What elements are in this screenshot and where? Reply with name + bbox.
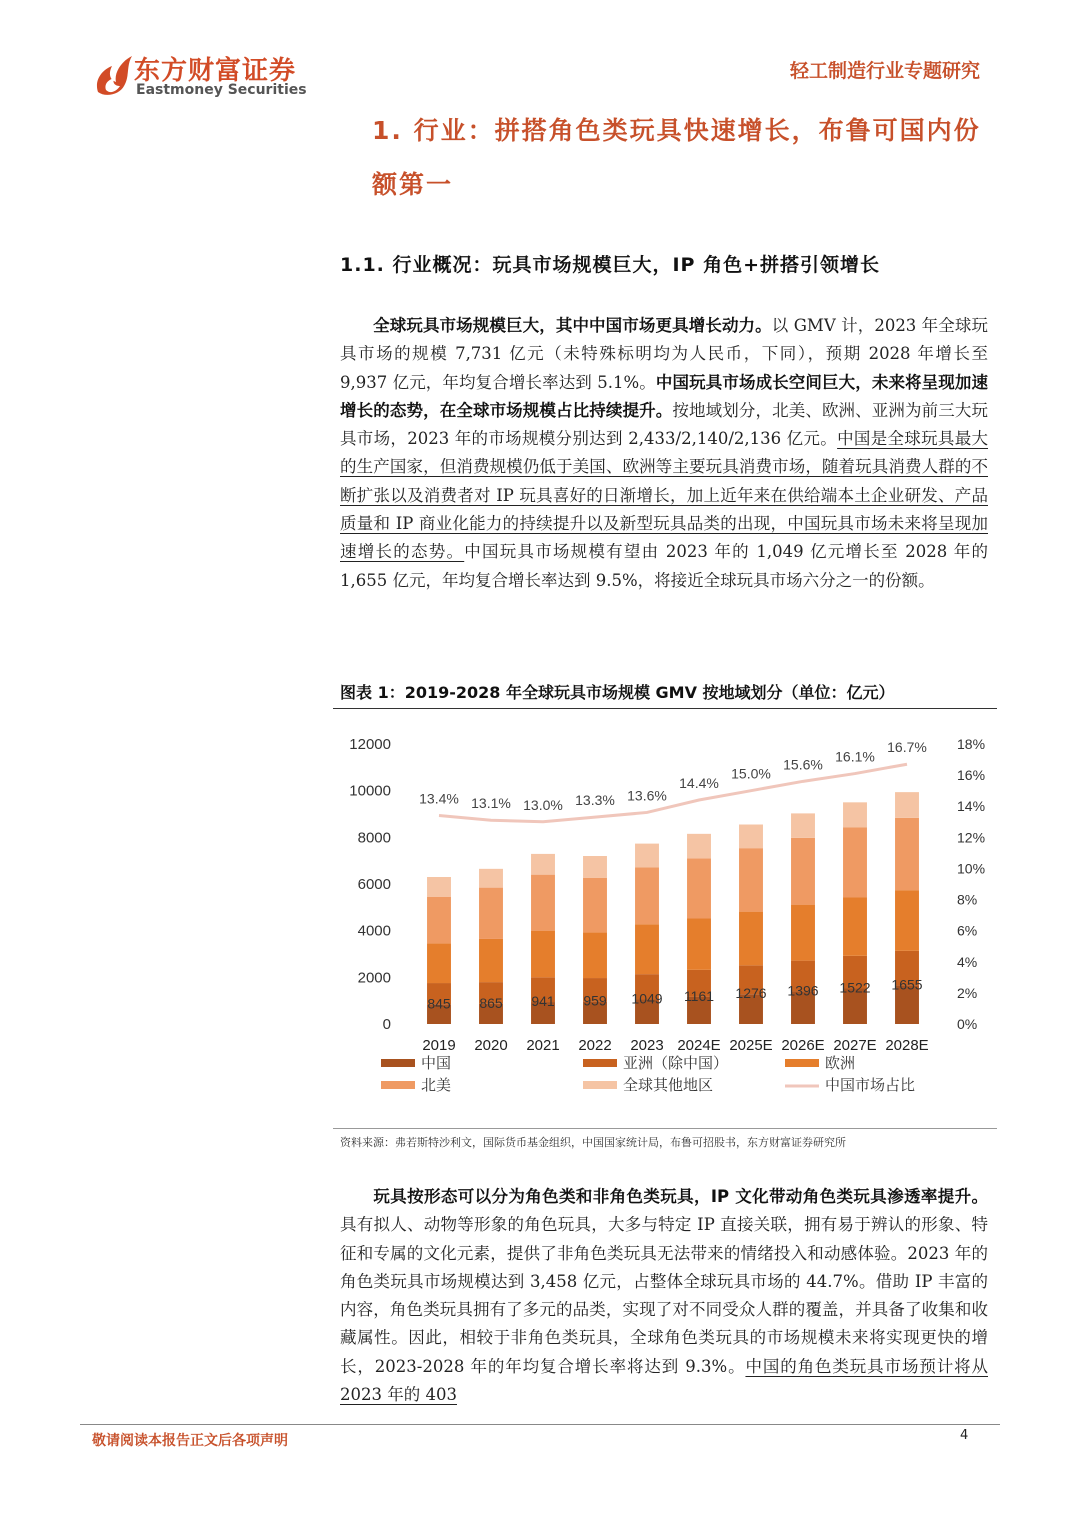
- bar-segment: [427, 943, 451, 983]
- bar-segment: [583, 856, 607, 878]
- report-type-label: 轻工制造行业专题研究: [789, 60, 980, 82]
- disclaimer-note: 敬请阅读本报告正文后各项声明: [92, 1433, 288, 1449]
- bar-segment: [739, 825, 763, 849]
- logo-flame-icon: [92, 52, 136, 98]
- china-share-label: 13.6%: [627, 787, 667, 804]
- x-axis-tick-label: 2028E: [885, 1037, 929, 1054]
- y2-axis-tick-label: 6%: [957, 922, 978, 939]
- legend-swatch: [583, 1081, 617, 1089]
- figure-title: 图表 1：2019-2028 年全球玩具市场规模 GMV 按地域划分（单位：亿元）: [340, 683, 895, 702]
- legend-swatch: [381, 1081, 415, 1089]
- china-share-label: 16.7%: [887, 739, 927, 756]
- paragraph-character-toys: [340, 1183, 988, 1409]
- china-value-label: 1049: [631, 990, 663, 1007]
- figure-top-rule: [333, 708, 997, 709]
- para1-bold-lead: 全球玩具市场规模巨大，其中中国市场更具增长动力。: [373, 316, 772, 335]
- legend-label: 欧洲: [825, 1054, 856, 1072]
- bar-segment: [895, 792, 919, 818]
- y-axis-tick-label: 6000: [357, 876, 391, 893]
- y2-axis-tick-label: 2%: [957, 984, 978, 1001]
- para2-text-1: 具有拟人、动物等形象的角色玩具，大多与特定 IP 直接关联，拥有易于辨认的形象、特征和专属的文化元素，提供了非角色类玩具无法带来的情绪投入和动感体验。2023 年的角色类玩具市场规模达到 3,458 亿元，占整体全球玩具市场的 44.7%。借助 IP 丰富的内容，角色类玩具拥有了多元的品类，实现了对不同受众人群的覆盖，并具备了收集和收藏属性。因此，相较于非角色类玩具，全球角色类玩具的市场规模未来将实现更快的增长，2023-2028 年的年均复合增长率将达到 9.3%。: [340, 1215, 988, 1376]
- china-share-label: 14.4%: [679, 775, 719, 791]
- para2-bold-lead: 玩具按形态可以分为角色类和非角色类玩具，IP 文化带动角色类玩具渗透率提升。: [373, 1187, 988, 1206]
- para1-text-1: 以 GMV 计，2023 年全球玩具市场的规模 7,731 亿元（未特殊标明均为人民币，下同），预期 2028 年增长至 9,937 亿元，年均复合增长率达到 5.1%。: [340, 316, 988, 392]
- bar-segment: [739, 912, 763, 966]
- bar-segment: [635, 844, 659, 868]
- y2-axis-tick-label: 18%: [957, 736, 986, 752]
- toy-market-chart: [333, 716, 997, 1126]
- legend-label: 全球其他地区: [623, 1076, 714, 1094]
- bar-segment: [635, 924, 659, 974]
- x-axis-tick-label: 2024E: [677, 1037, 721, 1054]
- figure-bottom-rule: [333, 1128, 997, 1129]
- legend-label: 北美: [421, 1076, 452, 1094]
- y-axis-tick-label: 10000: [349, 782, 391, 800]
- china-share-label: 13.3%: [575, 792, 615, 809]
- footer-rule: [80, 1424, 1000, 1425]
- x-axis-tick-label: 2019: [422, 1037, 456, 1054]
- y2-axis-tick-label: 14%: [957, 798, 986, 815]
- para1-underlined: 中国是全球玩具最大的生产国家，但消费规模仍低于美国、欧洲等主要玩具消费市场，随着玩具消费人群的不断扩张以及消费者对 IP 玩具喜好的日渐增长，加上近年来在供给端本土企业研发、产品质量和 IP 商业化能力的持续提升以及新型玩具品类的出现，中国玩具市场未来将呈现加速增长的态势。: [340, 429, 989, 562]
- subsection-title: 1.1. 行业概况：玩具市场规模巨大，IP 角色+拼搭引领增长: [340, 254, 881, 276]
- x-axis-tick-label: 2020: [474, 1037, 508, 1054]
- bar-segment: [843, 827, 867, 897]
- x-axis-tick-label: 2023: [630, 1037, 664, 1054]
- bar-segment: [739, 848, 763, 911]
- legend-swatch: [785, 1059, 819, 1067]
- china-value-label: 1161: [683, 987, 715, 1004]
- bar-segment: [531, 931, 555, 978]
- bar-segment: [791, 838, 815, 905]
- y-axis-tick-label: 2000: [357, 969, 391, 987]
- china-value-label: 1396: [787, 982, 819, 999]
- bar-segment: [427, 897, 451, 944]
- para1-text-2: 按地域划分，北美、欧洲、亚洲为前三大玩具市场，2023 年的市场规模分别达到 2,433/2,140/2,136 亿元。: [340, 400, 989, 449]
- y-axis-tick-label: 8000: [357, 829, 391, 847]
- china-share-label: 13.1%: [471, 795, 511, 812]
- bar-segment: [843, 802, 867, 827]
- logo-english-name: Eastmoney Securities: [136, 82, 307, 98]
- y-axis-tick-label: 0: [382, 1016, 391, 1033]
- figure-source: 资料来源：弗若斯特沙利文，国际货币基金组织，中国国家统计局，布鲁可招股书，东方财富证券研究所: [340, 1136, 846, 1149]
- bar-segment: [583, 878, 607, 933]
- china-share-label: 15.6%: [783, 756, 823, 773]
- china-share-label: 13.0%: [523, 796, 563, 813]
- para1-bold-2: 中国玩具市场成长空间巨大，未来将呈现加速增长的态势，在全球市场规模占比持续提升。: [340, 372, 988, 420]
- bar-segment: [895, 890, 919, 951]
- china-share-line: [439, 764, 907, 822]
- bar-segment: [479, 869, 503, 888]
- bar-segment: [531, 875, 555, 931]
- bar-segment: [583, 933, 607, 979]
- bar-segment: [635, 867, 659, 924]
- company-logo: [92, 50, 307, 106]
- china-share-label: 15.0%: [731, 765, 771, 782]
- para1-text-3: 中国玩具市场规模有望由 2023 年的 1,049 亿元增长至 2028 年的 1,655 亿元，年均复合增长率达到 9.5%，将接近全球玩具市场六分之一的份额。: [340, 542, 988, 590]
- china-value-label: 865: [479, 994, 503, 1011]
- legend-swatch: [583, 1059, 617, 1067]
- bar-segment: [427, 877, 451, 897]
- legend-swatch: [381, 1059, 415, 1067]
- y-axis-tick-label: 4000: [357, 922, 391, 940]
- legend-label: 中国: [421, 1054, 452, 1072]
- bar-segment: [687, 919, 711, 970]
- para2-underlined: 中国的角色类玩具市场预计将从 2023 年的 403: [340, 1356, 988, 1405]
- y2-axis-tick-label: 10%: [957, 860, 986, 877]
- china-value-label: 1655: [891, 976, 923, 993]
- page-number: 4: [960, 1428, 969, 1443]
- x-axis-tick-label: 2022: [578, 1037, 612, 1054]
- bar-segment: [895, 818, 919, 890]
- logo-chinese-name: 东方财富证券: [134, 56, 297, 86]
- y2-axis-tick-label: 12%: [957, 829, 986, 846]
- legend-label: 亚洲（除中国）: [623, 1054, 729, 1072]
- bar-segment: [843, 897, 867, 955]
- china-value-label: 941: [531, 993, 555, 1010]
- bar-segment: [479, 939, 503, 982]
- x-axis-tick-label: 2027E: [833, 1037, 877, 1054]
- china-value-label: 845: [427, 995, 451, 1012]
- china-share-label: 16.1%: [835, 748, 875, 765]
- y-axis-tick-label: 12000: [349, 736, 391, 753]
- china-value-label: 1276: [735, 985, 767, 1002]
- x-axis-tick-label: 2021: [526, 1037, 560, 1054]
- x-axis-tick-label: 2025E: [729, 1037, 773, 1054]
- bar-segment: [479, 888, 503, 939]
- y2-axis-tick-label: 4%: [957, 953, 978, 970]
- china-value-label: 1522: [839, 979, 871, 996]
- bar-segment: [791, 905, 815, 961]
- bar-segment: [791, 813, 815, 838]
- bar-segment: [531, 854, 555, 875]
- y2-axis-tick-label: 0%: [957, 1016, 978, 1032]
- china-share-label: 13.4%: [419, 790, 459, 807]
- x-axis-tick-label: 2026E: [781, 1037, 825, 1054]
- y2-axis-tick-label: 8%: [957, 891, 978, 908]
- section-title: 1. 行业：拼搭角色类玩具快速增长，布鲁可国内份额第一: [372, 116, 981, 199]
- china-value-label: 959: [583, 992, 607, 1009]
- y2-axis-tick-label: 16%: [957, 767, 986, 784]
- paragraph-market-size: [340, 312, 988, 595]
- legend-label: 中国市场占比: [825, 1076, 916, 1094]
- bar-segment: [687, 858, 711, 918]
- bar-segment: [687, 834, 711, 858]
